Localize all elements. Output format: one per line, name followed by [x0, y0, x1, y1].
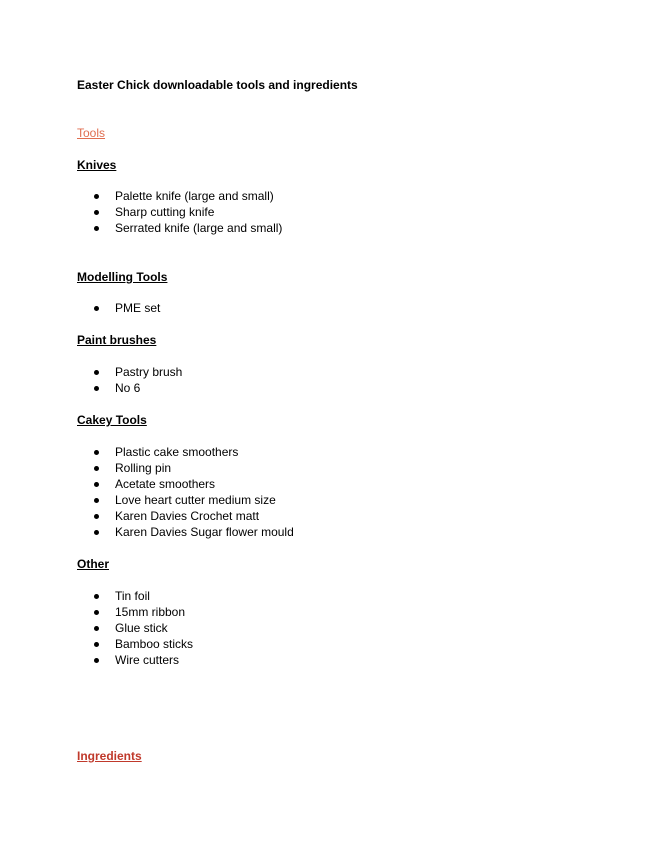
ingredients-section-heading: Ingredients — [77, 749, 142, 763]
bullet-icon — [94, 642, 99, 647]
list-item — [92, 476, 294, 492]
bullet-icon — [94, 226, 99, 231]
list-item-text: Glue stick — [115, 621, 168, 635]
list-item-text: Bamboo sticks — [115, 637, 194, 651]
bullet-icon — [94, 594, 99, 599]
list-item-text: PME set — [115, 301, 161, 315]
bullet-icon — [94, 530, 99, 535]
bullet-icon — [94, 626, 99, 631]
other-heading: Other — [77, 557, 110, 571]
list-item — [92, 300, 160, 316]
list-item-text: Rolling pin — [115, 461, 172, 475]
list-item — [92, 620, 193, 636]
list-item-text: Serrated knife (large and small) — [115, 221, 283, 235]
bullet-icon — [94, 450, 99, 455]
list-item-text: Plastic cake smoothers — [115, 445, 239, 459]
list-item — [92, 652, 193, 668]
knives-list — [92, 188, 282, 236]
list-item-text: Karen Davies Crochet matt — [115, 509, 260, 523]
list-item — [92, 444, 294, 460]
bullet-icon — [94, 466, 99, 471]
list-item — [92, 588, 193, 604]
list-item-text: No 6 — [115, 381, 141, 395]
bullet-icon — [94, 386, 99, 391]
list-item-text: Karen Davies Sugar flower mould — [115, 525, 294, 539]
bullet-icon — [94, 610, 99, 615]
list-item-text: Sharp cutting knife — [115, 205, 215, 219]
bullet-icon — [94, 194, 99, 199]
bullet-icon — [94, 370, 99, 375]
list-item — [92, 460, 294, 476]
list-item — [92, 188, 282, 204]
list-item-text: 15mm ribbon — [115, 605, 186, 619]
list-item — [92, 636, 193, 652]
list-item — [92, 204, 282, 220]
other-list — [92, 588, 193, 668]
list-item — [92, 492, 294, 508]
list-item-text: Acetate smoothers — [115, 477, 216, 491]
list-item — [92, 604, 193, 620]
modelling-tools-heading: Modelling Tools — [77, 270, 168, 284]
list-item-text: Love heart cutter medium size — [115, 493, 276, 507]
bullet-icon — [94, 514, 99, 519]
modelling-tools-list — [92, 300, 160, 316]
tools-section-heading: Tools — [77, 126, 106, 140]
bullet-icon — [94, 210, 99, 215]
cakey-tools-list — [92, 444, 294, 540]
knives-heading: Knives — [77, 158, 117, 172]
list-item — [92, 508, 294, 524]
bullet-icon — [94, 482, 99, 487]
list-item-text: Wire cutters — [115, 653, 180, 667]
paint-brushes-list — [92, 364, 182, 396]
cakey-tools-heading: Cakey Tools — [77, 413, 147, 427]
bullet-icon — [94, 498, 99, 503]
bullet-icon — [94, 658, 99, 663]
bullet-icon — [94, 306, 99, 311]
list-item — [92, 220, 282, 236]
paint-brushes-heading: Paint brushes — [77, 333, 157, 347]
list-item — [92, 524, 294, 540]
page-title: Easter Chick downloadable tools and ingredients — [77, 78, 358, 92]
list-item-text: Pastry brush — [115, 365, 183, 379]
list-item — [92, 380, 182, 396]
list-item-text: Tin foil — [115, 589, 150, 603]
list-item-text: Palette knife (large and small) — [115, 189, 274, 203]
list-item — [92, 364, 182, 380]
